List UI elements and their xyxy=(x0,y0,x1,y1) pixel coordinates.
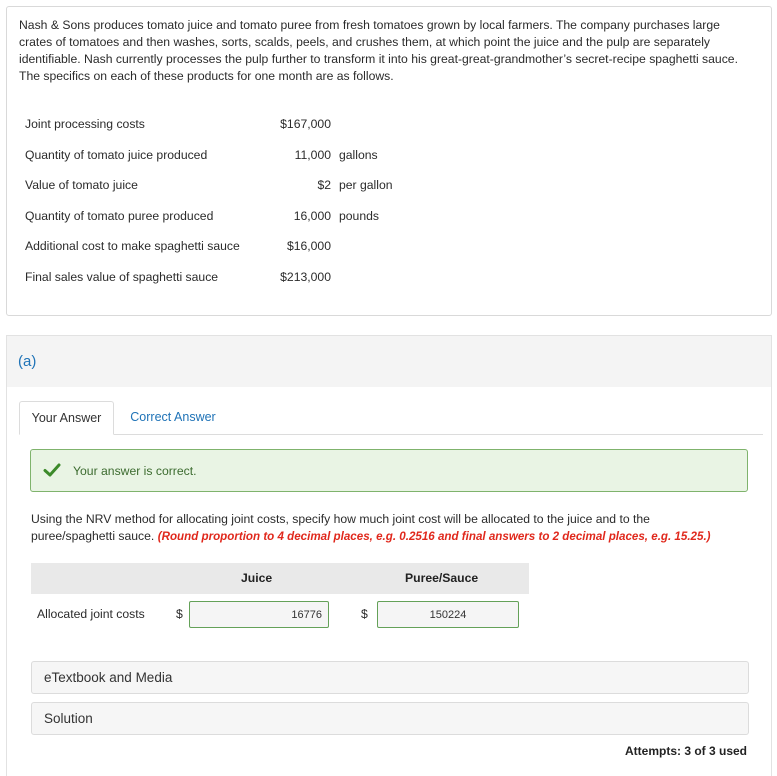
feedback-banner xyxy=(30,449,748,492)
solution-button[interactable]: Solution xyxy=(31,702,749,735)
problem-intro: Nash & Sons produces tomato juice and tomato puree from fresh tomatoes grown by local farmers. The company purchases large crates of tomatoes and then washes, sorts, scalds, peels, and crushes them, at which point the juice and the pulp are separately identifiable. Nash currently processes the pulp further to transform it into his great-great-grandmother’s secret-recipe spaghetti sauce. The specifics on each of these products for one month are as follows. xyxy=(19,18,738,83)
answer-grid-header xyxy=(31,563,529,594)
spec-unit: gallons xyxy=(339,147,378,162)
spec-label: Value of tomato juice xyxy=(25,178,138,192)
spec-label: Quantity of tomato juice produced xyxy=(25,147,208,162)
juice-answer-input[interactable] xyxy=(189,601,329,628)
part-header xyxy=(6,335,772,387)
attempts-counter: Attempts: 3 of 3 used xyxy=(624,744,747,758)
question-body: Using the NRV method for allocating joint costs, specify how much joint cost will be allocated to the juice and to the puree/spaghetti sauce. xyxy=(31,512,650,543)
column-header-juice: Juice xyxy=(241,571,273,585)
rounding-hint: (Round proportion to 4 decimal places, e.g. 0.2516 and final answers to 2 decimal places, e.g. 15.25.) xyxy=(157,530,711,543)
spec-row xyxy=(25,141,425,172)
spec-table xyxy=(25,110,425,293)
spec-value: $2 xyxy=(317,178,331,192)
spec-label: Joint processing costs xyxy=(25,117,145,131)
spec-value: 11,000 xyxy=(294,147,331,162)
part-label: (a) xyxy=(18,353,37,370)
problem-card xyxy=(6,6,772,316)
spec-label: Final sales value of spaghetti sauce xyxy=(25,269,219,284)
etextbook-media-button[interactable]: eTextbook and Media xyxy=(31,661,749,694)
feedback-text: Your answer is correct. xyxy=(73,464,197,478)
spec-unit: per gallon xyxy=(339,178,393,192)
allocated-joint-costs-label: Allocated joint costs xyxy=(37,607,145,621)
spec-value: 16,000 xyxy=(293,208,331,223)
question-text xyxy=(31,511,731,545)
spec-row xyxy=(25,232,425,263)
checkmark-icon xyxy=(43,461,61,479)
answer-tabs xyxy=(19,401,763,435)
puree-answer-input[interactable] xyxy=(377,601,519,628)
spec-label: Quantity of tomato puree produced xyxy=(25,208,214,223)
answer-panel xyxy=(6,387,772,776)
spec-value: $167,000 xyxy=(280,117,331,131)
currency-symbol: $ xyxy=(361,607,368,621)
spec-row xyxy=(25,263,425,294)
tab-your-answer[interactable]: Your Answer xyxy=(19,401,114,435)
currency-symbol: $ xyxy=(176,607,183,621)
spec-value: $213,000 xyxy=(280,269,331,284)
column-header-puree: Puree/Sauce xyxy=(405,571,479,585)
spec-row xyxy=(25,110,425,141)
spec-unit: pounds xyxy=(339,208,379,223)
tab-correct-answer[interactable]: Correct Answer xyxy=(130,410,216,424)
spec-label: Additional cost to make spaghetti sauce xyxy=(25,239,240,253)
spec-row xyxy=(25,202,425,233)
spec-value: $16,000 xyxy=(286,239,331,253)
spec-row xyxy=(25,171,425,202)
